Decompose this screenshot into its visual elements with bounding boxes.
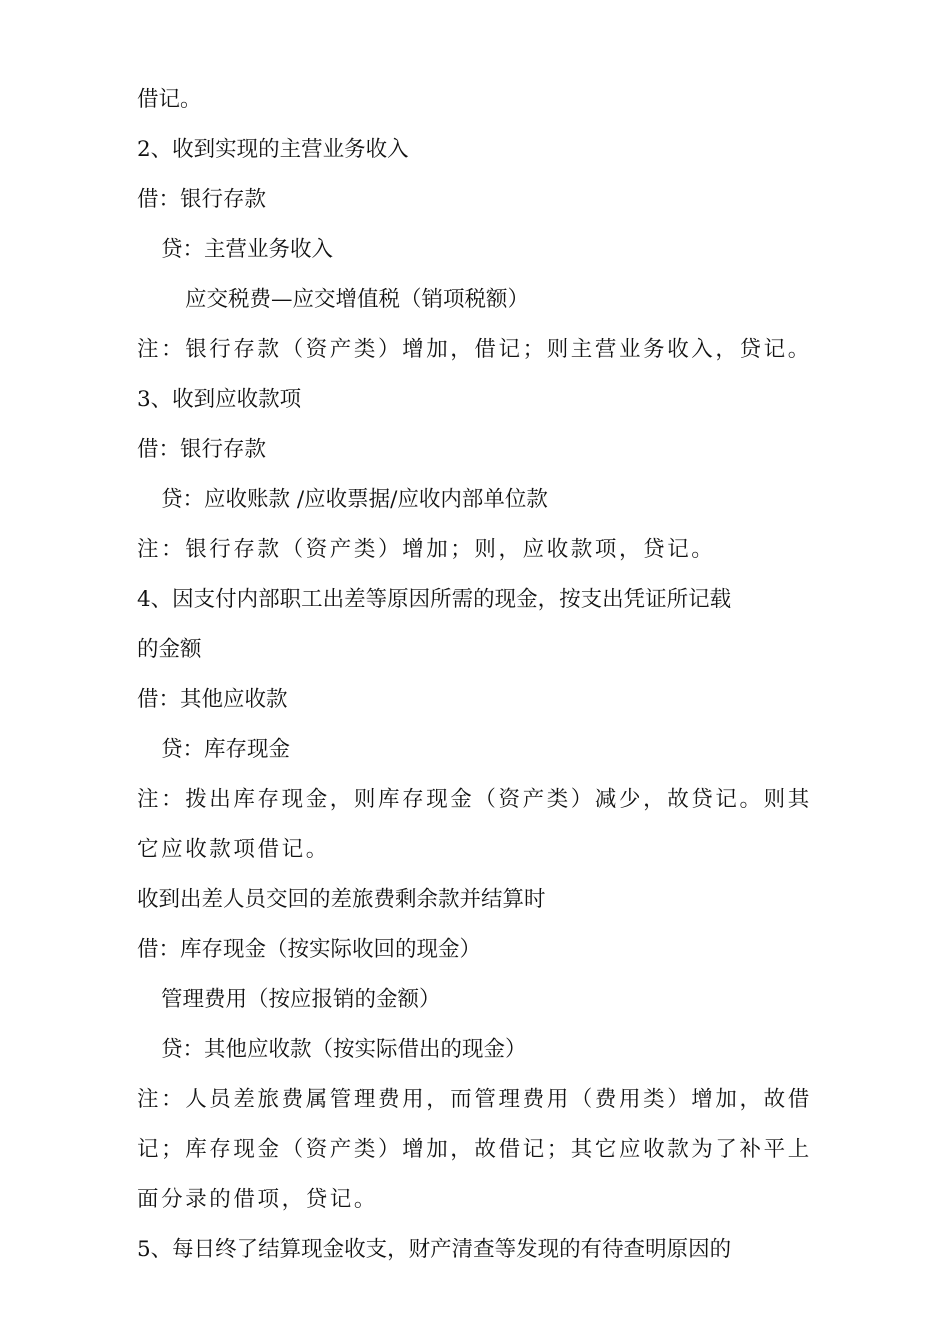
credit-entry: 贷：应收账款 /应收票据/应收内部单位款 (161, 487, 548, 512)
debit-entry: 借：银行存款 (137, 437, 267, 462)
note-line-continued: 记；库存现金（资产类）增加，故借记；其它应收款为了补平上 (137, 1137, 812, 1162)
note-line: 注：银行存款（资产类）增加；则，应收款项，贷记。 (137, 537, 716, 562)
debit-entry-sub: 管理费用（按应报销的金额） (161, 987, 441, 1012)
credit-entry-sub: 应交税费—应交增值税（销项税额） (185, 287, 530, 312)
section-heading: 4、因支付内部职工出差等原因所需的现金，按支出凭证所记载 (137, 587, 732, 612)
section-heading-continued: 的金额 (137, 637, 202, 662)
debit-entry: 借：库存现金（按实际收回的现金） (137, 937, 482, 962)
note-line-continued: 它应收款项借记。 (137, 837, 330, 862)
section-heading: 3、收到应收款项 (137, 387, 302, 412)
debit-entry: 借：其他应收款 (137, 687, 288, 712)
section-heading: 5、每日终了结算现金收支，财产清查等发现的有待查明原因的 (137, 1237, 732, 1262)
credit-entry: 贷：其他应收款（按实际借出的现金） (161, 1037, 527, 1062)
text-line: 收到出差人员交回的差旅费剩余款并结算时 (137, 887, 546, 912)
debit-entry: 借：银行存款 (137, 187, 267, 212)
note-line: 注：人员差旅费属管理费用，而管理费用（费用类）增加，故借 (137, 1087, 812, 1112)
text-line: 借记。 (137, 87, 202, 112)
note-line: 注：拨出库存现金，则库存现金（资产类）减少，故贷记。则其 (137, 787, 812, 812)
note-line: 注：银行存款（资产类）增加，借记；则主营业务收入，贷记。 (137, 337, 812, 362)
section-heading: 2、收到实现的主营业务收入 (137, 137, 409, 162)
note-line-continued: 面分录的借项，贷记。 (137, 1187, 379, 1212)
credit-entry: 贷：库存现金 (161, 737, 291, 762)
credit-entry: 贷：主营业务收入 (161, 237, 334, 262)
